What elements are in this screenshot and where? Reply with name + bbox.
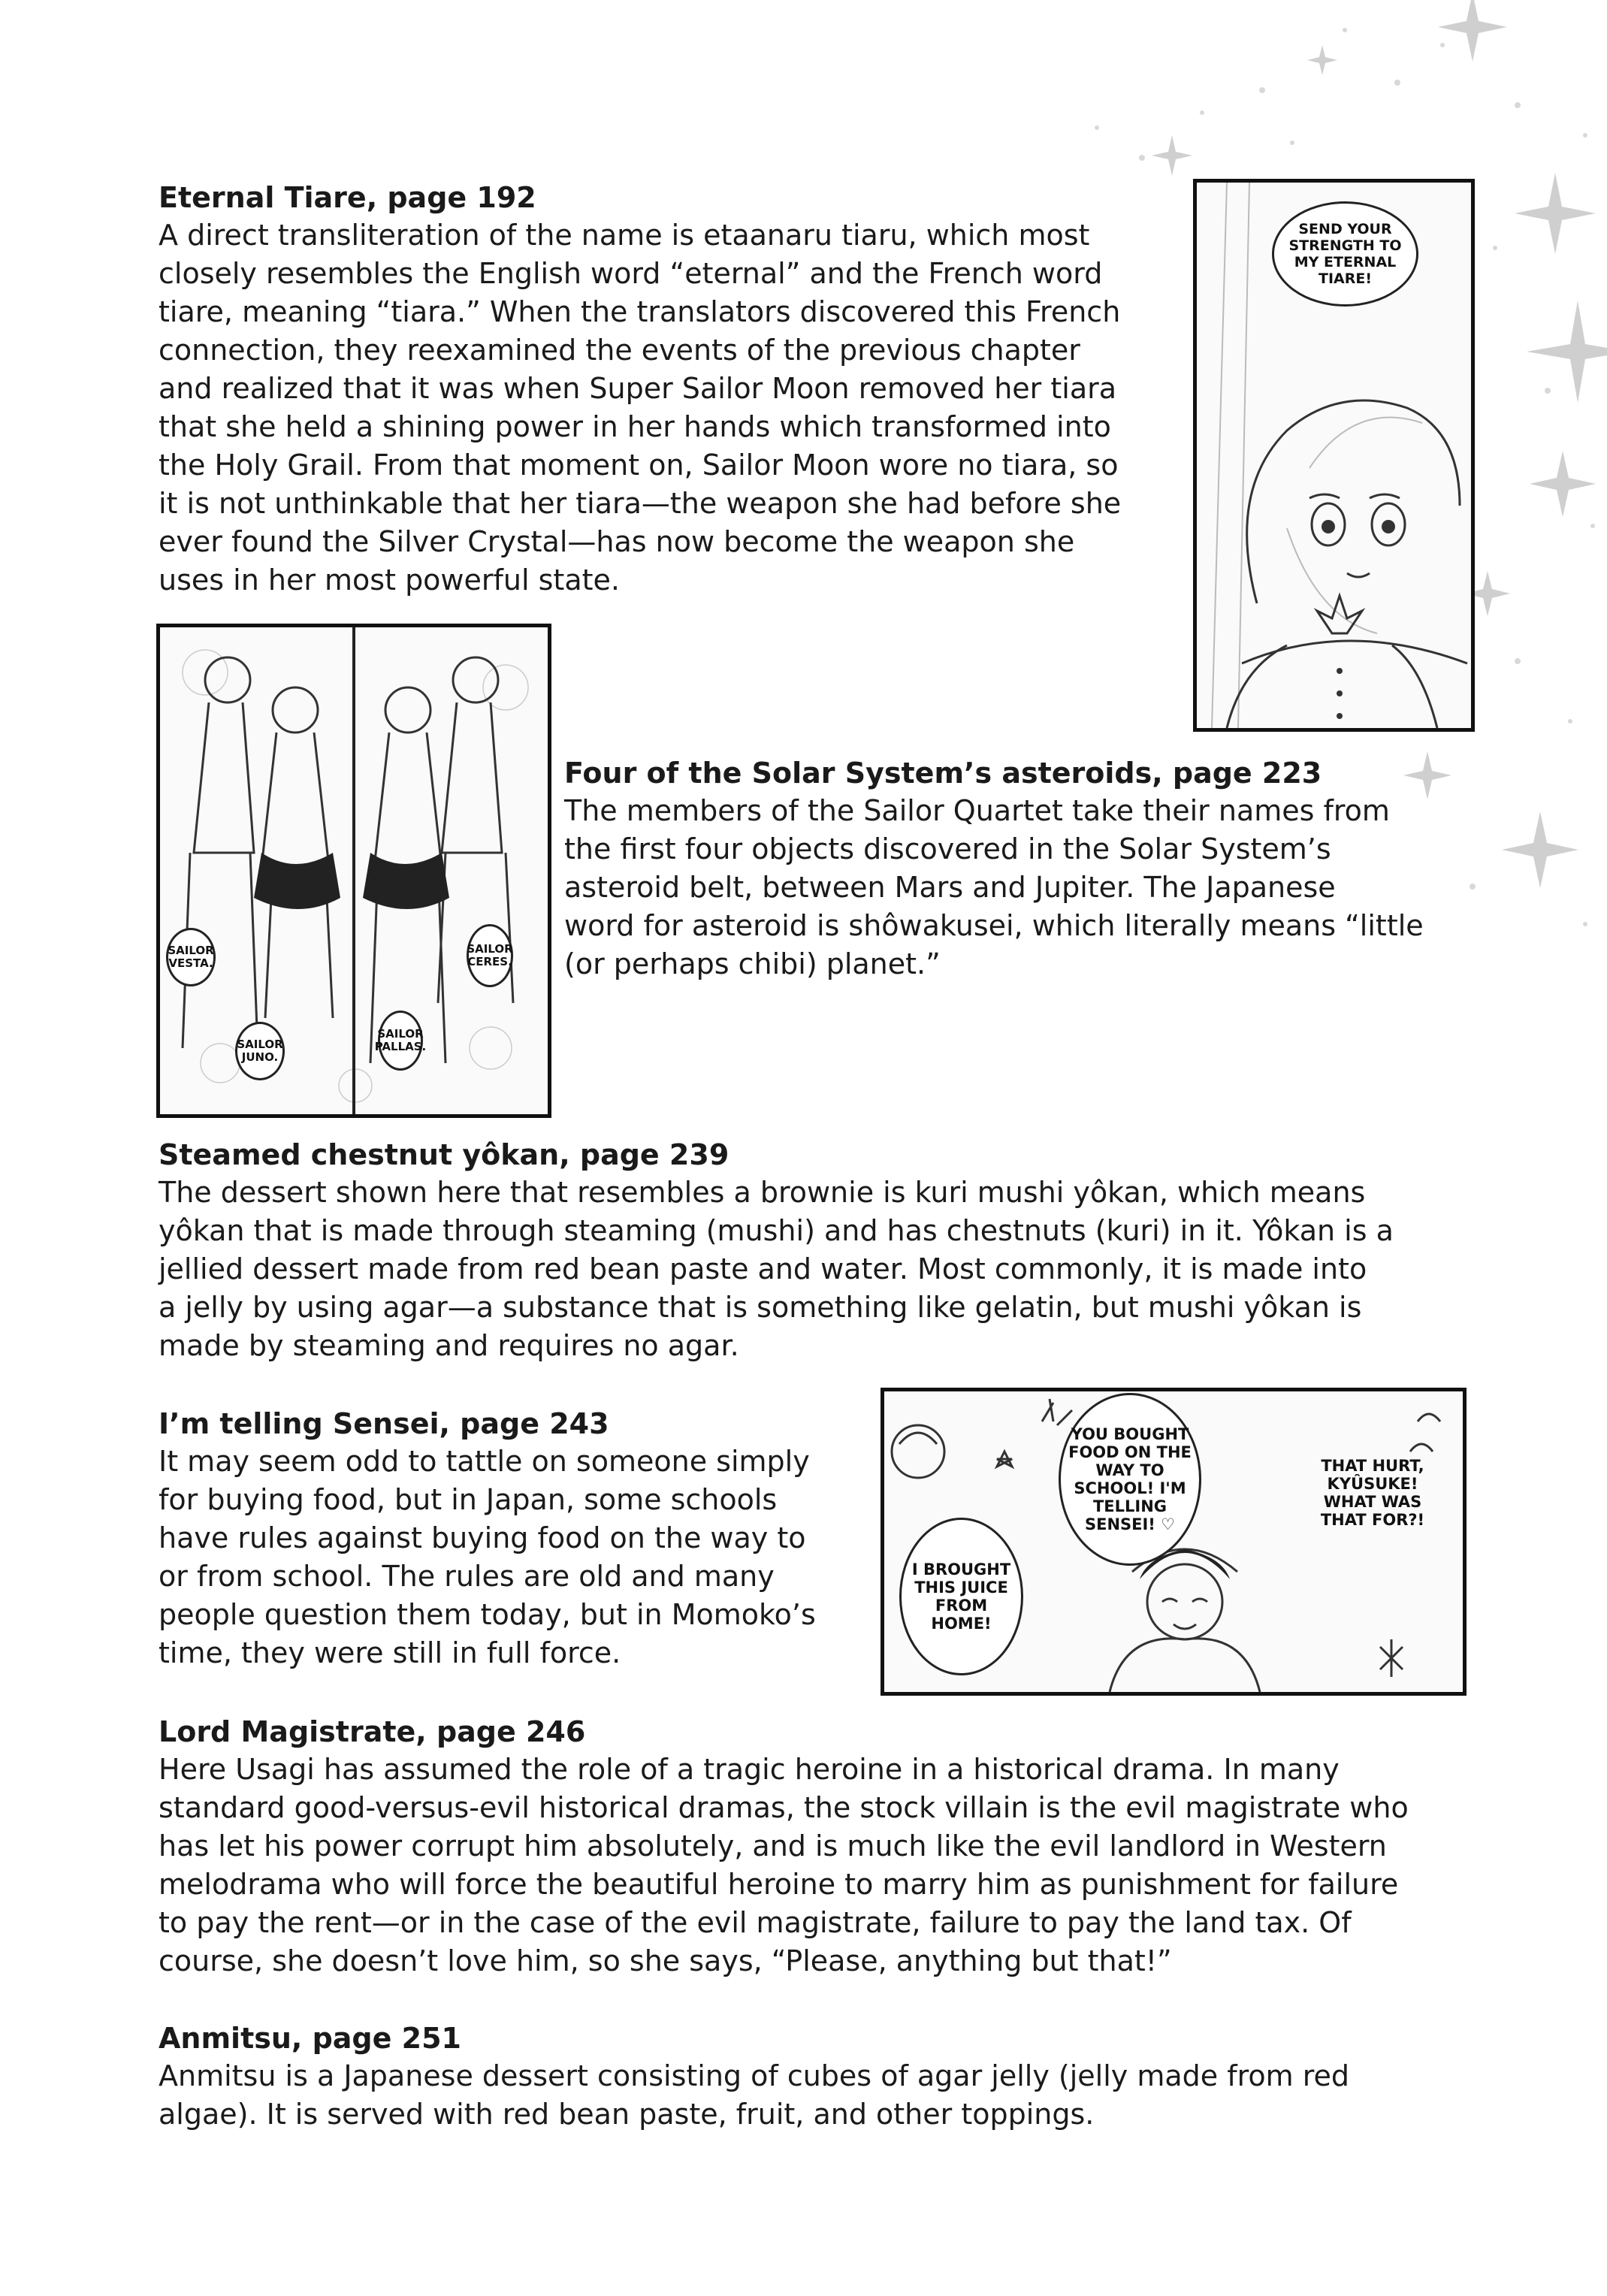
note-line: uses in her most powerful state. xyxy=(159,563,620,597)
note-line: connection, they reexamined the events of the previous chapter xyxy=(159,334,1080,367)
note-lord-magistrate xyxy=(159,1713,1541,1980)
note-line: tiare, meaning “tiara.” When the translators discovered this French xyxy=(159,295,1121,328)
note-line: asteroid belt, between Mars and Jupiter. The Japanese xyxy=(564,871,1336,904)
note-title: Eternal Tiare, page 192 xyxy=(159,181,536,214)
note-line: Here Usagi has assumed the role of a tragic heroine in a historical drama. In many xyxy=(159,1753,1340,1786)
note-title: Four of the Solar System’s asteroids, page 223 xyxy=(564,757,1322,790)
note-line: to pay the rent—or in the case of the evil magistrate, failure to pay the land tax. Of xyxy=(159,1906,1352,1939)
name-label: SAILOR PALLAS. xyxy=(378,1011,423,1071)
note-eternal-tiare xyxy=(159,179,1173,600)
note-line: made by steaming and requires no agar. xyxy=(159,1329,739,1362)
note-line: standard good-versus-evil historical dramas, the stock villain is the evil magistrate who xyxy=(159,1791,1409,1824)
note-line: or from school. The rules are old and many xyxy=(159,1560,775,1593)
note-line: has let his power corrupt him absolutely, and is much like the evil landlord in Western xyxy=(159,1829,1387,1862)
speech-bubble: SEND YOUR STRENGTH TO MY ETERNAL TIARE! xyxy=(1272,201,1418,307)
note-line: course, she doesn’t love him, so she says, “Please, anything but that!” xyxy=(159,1944,1172,1977)
note-telling-sensei xyxy=(159,1405,872,1672)
note-line: it is not unthinkable that her tiara—the weapon she had before she xyxy=(159,487,1122,520)
note-line: and realized that it was when Super Sailor Moon removed her tiara xyxy=(159,372,1117,405)
note-line: yôkan that is made through steaming (mushi) and has chestnuts (kuri) in it. Yôkan is a xyxy=(159,1214,1394,1247)
manga-panel-quartet xyxy=(156,624,551,1118)
panel-illustration xyxy=(160,627,548,1114)
note-title: Lord Magistrate, page 246 xyxy=(159,1715,586,1748)
name-label: SAILOR CERES. xyxy=(467,924,513,987)
note-line: algae). It is served with red bean paste, fruit, and other toppings. xyxy=(159,2098,1095,2131)
note-line: (or perhaps chibi) planet.” xyxy=(564,947,941,980)
manga-panel-tiare xyxy=(1193,179,1475,732)
speech-bubble: THAT HURT, KYÛSUKE! WHAT WAS THAT FOR?! xyxy=(1320,1457,1425,1529)
note-line: A direct transliteration of the name is etaanaru tiaru, which most xyxy=(159,219,1090,252)
note-line: the first four objects discovered in the Solar System’s xyxy=(564,832,1331,866)
note-line: for buying food, but in Japan, some schools xyxy=(159,1483,778,1516)
note-steamed-chestnut-yokan xyxy=(159,1136,1511,1365)
note-line: jellied dessert made from red bean paste and water. Most commonly, it is made into xyxy=(159,1252,1367,1285)
note-line: The members of the Sailor Quartet take their names from xyxy=(564,794,1390,827)
note-line: ever found the Silver Crystal—has now become the weapon she xyxy=(159,525,1075,558)
note-title: I’m telling Sensei, page 243 xyxy=(159,1407,609,1440)
name-label: SAILOR JUNO. xyxy=(235,1022,285,1080)
note-line: It may seem odd to tattle on someone simply xyxy=(159,1445,810,1478)
note-line: people question them today, but in Momoko’s xyxy=(159,1598,816,1631)
note-line: that she held a shining power in her hands which transformed into xyxy=(159,410,1111,443)
note-line: have rules against buying food on the way to xyxy=(159,1521,806,1554)
name-label: SAILOR VESTA. xyxy=(166,928,216,986)
note-asteroids xyxy=(564,754,1533,983)
note-title: Steamed chestnut yôkan, page 239 xyxy=(159,1138,729,1171)
note-line: closely resembles the English word “eternal” and the French word xyxy=(159,257,1103,290)
note-line: time, they were still in full force. xyxy=(159,1636,621,1669)
note-line: melodrama who will force the beautiful heroine to marry him as punishment for failure xyxy=(159,1868,1399,1901)
speech-bubble: I BROUGHT THIS JUICE FROM HOME! xyxy=(899,1518,1023,1675)
note-line: The dessert shown here that resembles a brownie is kuri mushi yôkan, which means xyxy=(159,1176,1366,1209)
note-anmitsu xyxy=(159,2020,1541,2134)
note-line: Anmitsu is a Japanese dessert consisting of cubes of agar jelly (jelly made from red xyxy=(159,2059,1350,2092)
speech-bubble: YOU BOUGHT FOOD ON THE WAY TO SCHOOL! I'M TELLING SENSEI! ♡ xyxy=(1059,1393,1201,1566)
note-line: word for asteroid is shôwakusei, which literally means “little xyxy=(564,909,1424,942)
note-line: a jelly by using agar—a substance that is something like gelatin, but mushi yôkan is xyxy=(159,1291,1362,1324)
note-line: the Holy Grail. From that moment on, Sailor Moon wore no tiara, so xyxy=(159,449,1119,482)
note-title: Anmitsu, page 251 xyxy=(159,2022,461,2055)
manga-panel-sensei xyxy=(881,1388,1467,1696)
